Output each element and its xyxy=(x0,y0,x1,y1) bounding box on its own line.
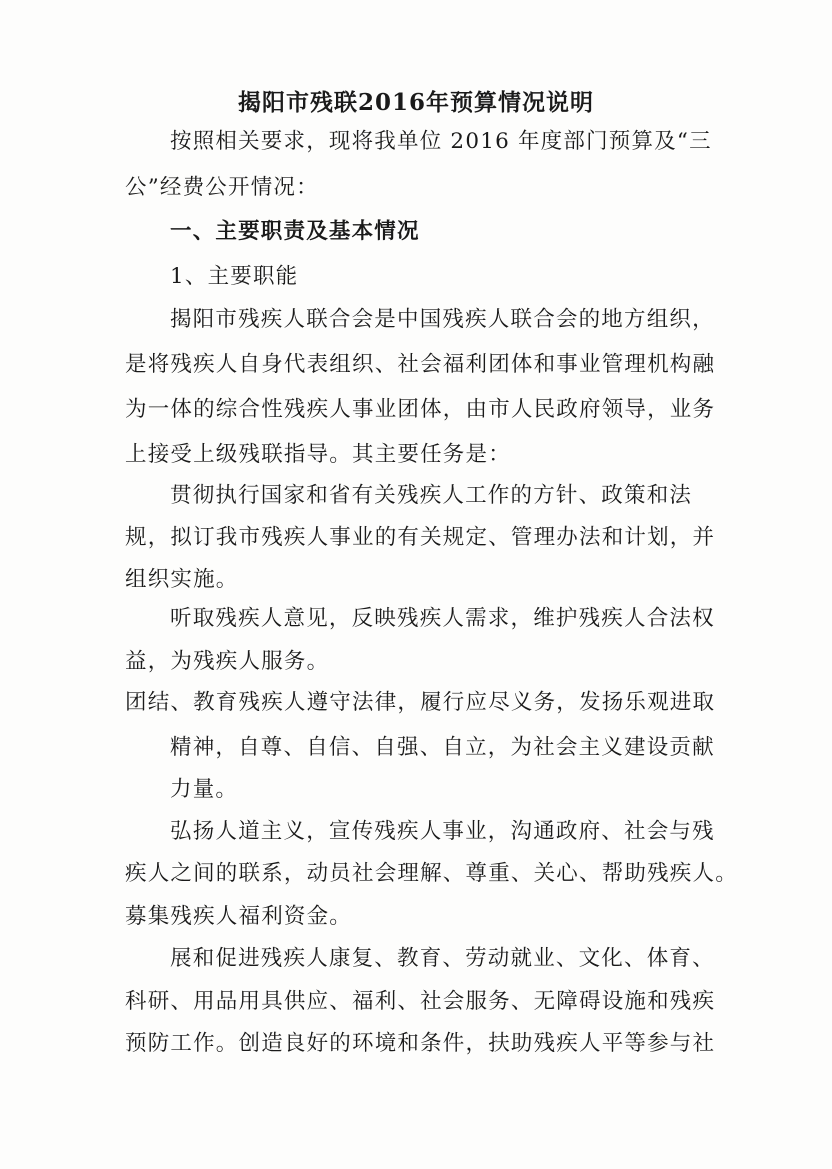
paragraph-line: 上接受上级残联指导。其主要任务是： xyxy=(125,442,511,467)
paragraph-line: 听取残疾人意见，反映残疾人需求，维护残疾人合法权 xyxy=(170,606,715,631)
document-title: 揭阳市残联2016年预算情况说明 xyxy=(237,89,594,116)
paragraph-line: 弘扬人道主义，宣传残疾人事业，沟通政府、社会与残 xyxy=(170,819,715,844)
paragraph-line: 规，拟订我市残疾人事业的有关规定、管理办法和计划，并 xyxy=(125,525,716,550)
subsection-heading: 1、主要职能 xyxy=(170,264,299,289)
paragraph-line: 公”经费公开情况： xyxy=(125,175,319,200)
paragraph-line: 预防工作。创造良好的环境和条件，扶助残疾人平等参与社 xyxy=(125,1031,716,1056)
paragraph-line: 组织实施。 xyxy=(125,567,239,592)
paragraph-line: 贯彻执行国家和省有关残疾人工作的方针、政策和法 xyxy=(170,483,693,508)
paragraph-line: 揭阳市残疾人联合会是中国残疾人联合会的地方组织， xyxy=(170,307,715,332)
paragraph-line: 科研、用品用具供应、福利、社会服务、无障碍设施和残疾 xyxy=(125,989,716,1014)
paragraph-line: 益，为残疾人服务。 xyxy=(125,649,330,674)
paragraph-line: 展和促进残疾人康复、教育、劳动就业、文化、体育、 xyxy=(170,946,715,971)
section-heading: 一、主要职责及基本情况 xyxy=(170,219,420,244)
paragraph-line: 精神，自尊、自信、自强、自立，为社会主义建设贡献 xyxy=(170,735,715,760)
paragraph-line: 按照相关要求，现将我单位 2016 年度部门预算及“三 xyxy=(170,129,712,154)
paragraph-line: 募集残疾人福利资金。 xyxy=(125,904,353,929)
paragraph-line: 力量。 xyxy=(170,777,239,802)
paragraph-line: 是将残疾人自身代表组织、社会福利团体和事业管理机构融 xyxy=(125,352,716,377)
paragraph-line: 团结、教育残疾人遵守法律，履行应尽义务，发扬乐观进取 xyxy=(125,690,716,715)
paragraph-line: 疾人之间的联系，动员社会理解、尊重、关心、帮助残疾人。 xyxy=(125,861,738,886)
paragraph-line: 为一体的综合性残疾人事业团体，由市人民政府领导，业务 xyxy=(125,397,716,422)
